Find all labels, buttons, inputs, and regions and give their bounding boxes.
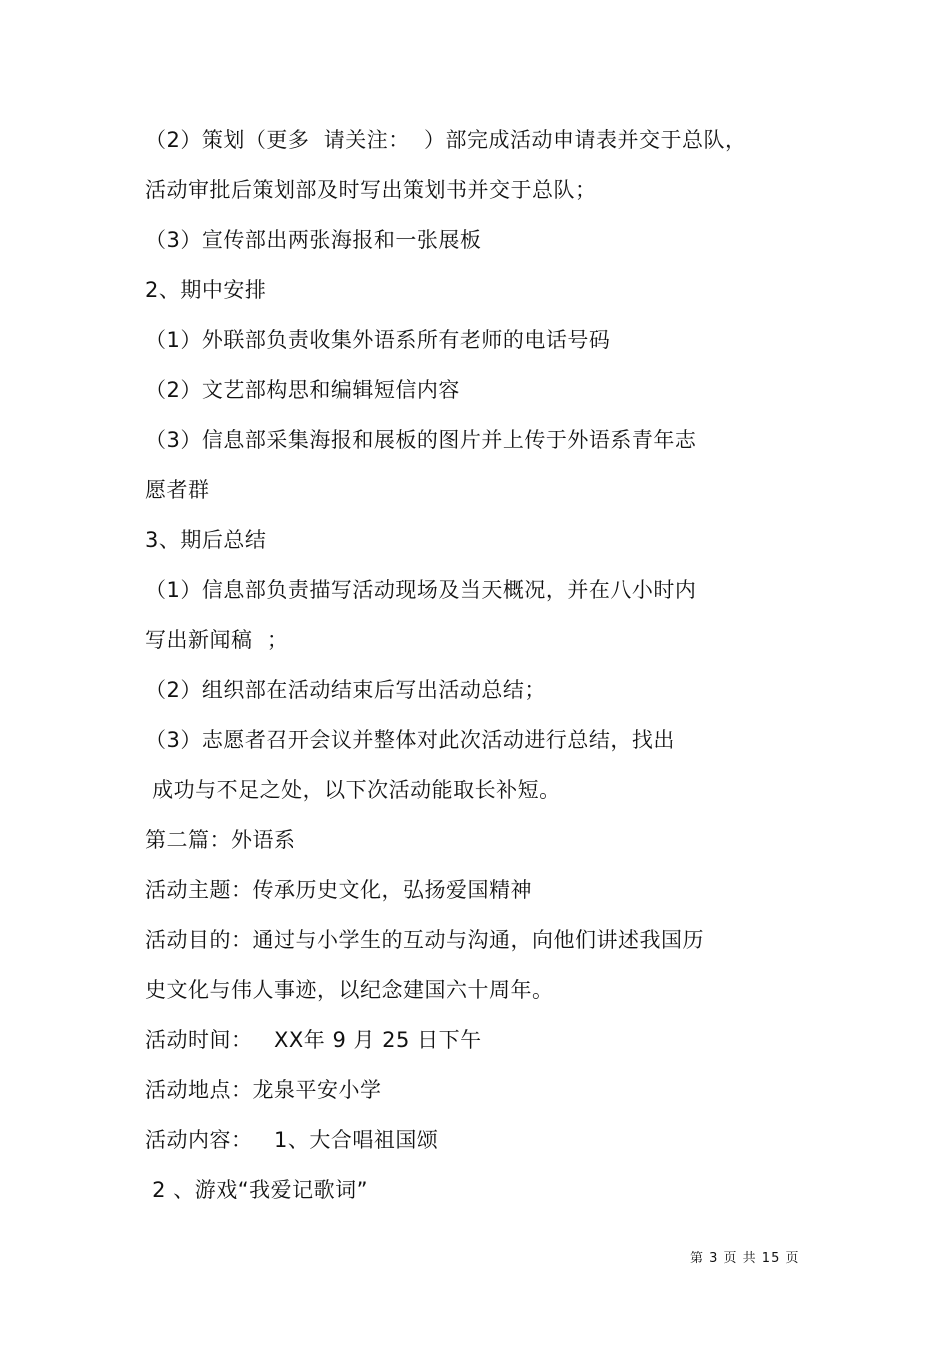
- text-line: （2）策划（更多 请关注： ）部完成活动申请表并交于总队，: [145, 128, 747, 152]
- text-line: （3）志愿者召开会议并整体对此次活动进行总结，找出: [145, 728, 675, 752]
- text-line: 活动地点：龙泉平安小学: [145, 1078, 382, 1102]
- text-line: （3）信息部采集海报和展板的图片并上传于外语系青年志: [145, 428, 697, 452]
- section-heading: 2、期中安排: [145, 278, 267, 302]
- text-line: （1）外联部负责收集外语系所有老师的电话号码: [145, 328, 611, 352]
- text-line: （2）文艺部构思和编辑短信内容: [145, 378, 460, 402]
- text-line: 2 、游戏“我爱记歌词”: [145, 1178, 368, 1202]
- text-line: 活动主题：传承历史文化，弘扬爱国精神: [145, 878, 532, 902]
- page-number-footer: 第 3 页 共 15 页: [690, 1251, 800, 1266]
- text-line: 活动审批后策划部及时写出策划书并交于总队；: [145, 178, 597, 202]
- text-line: （1）信息部负责描写活动现场及当天概况，并在八小时内: [145, 578, 697, 602]
- text-line: 史文化与伟人事迹，以纪念建国六十周年。: [145, 978, 554, 1002]
- text-line: 活动内容： 1、大合唱祖国颂: [145, 1128, 439, 1152]
- section-heading: 第二篇：外语系: [145, 828, 296, 852]
- text-line: （3）宣传部出两张海报和一张展板: [145, 228, 482, 252]
- text-line: 愿者群: [145, 478, 210, 502]
- text-line: 活动时间： XX年 9 月 25 日下午: [145, 1028, 482, 1052]
- text-line: 成功与不足之处，以下次活动能取长补短。: [145, 778, 561, 802]
- text-line: （2）组织部在活动结束后写出活动总结；: [145, 678, 546, 702]
- text-line: 写出新闻稿 ；: [145, 628, 289, 652]
- text-line: 活动目的：通过与小学生的互动与沟通，向他们讲述我国历: [145, 928, 704, 952]
- section-heading: 3、期后总结: [145, 528, 267, 552]
